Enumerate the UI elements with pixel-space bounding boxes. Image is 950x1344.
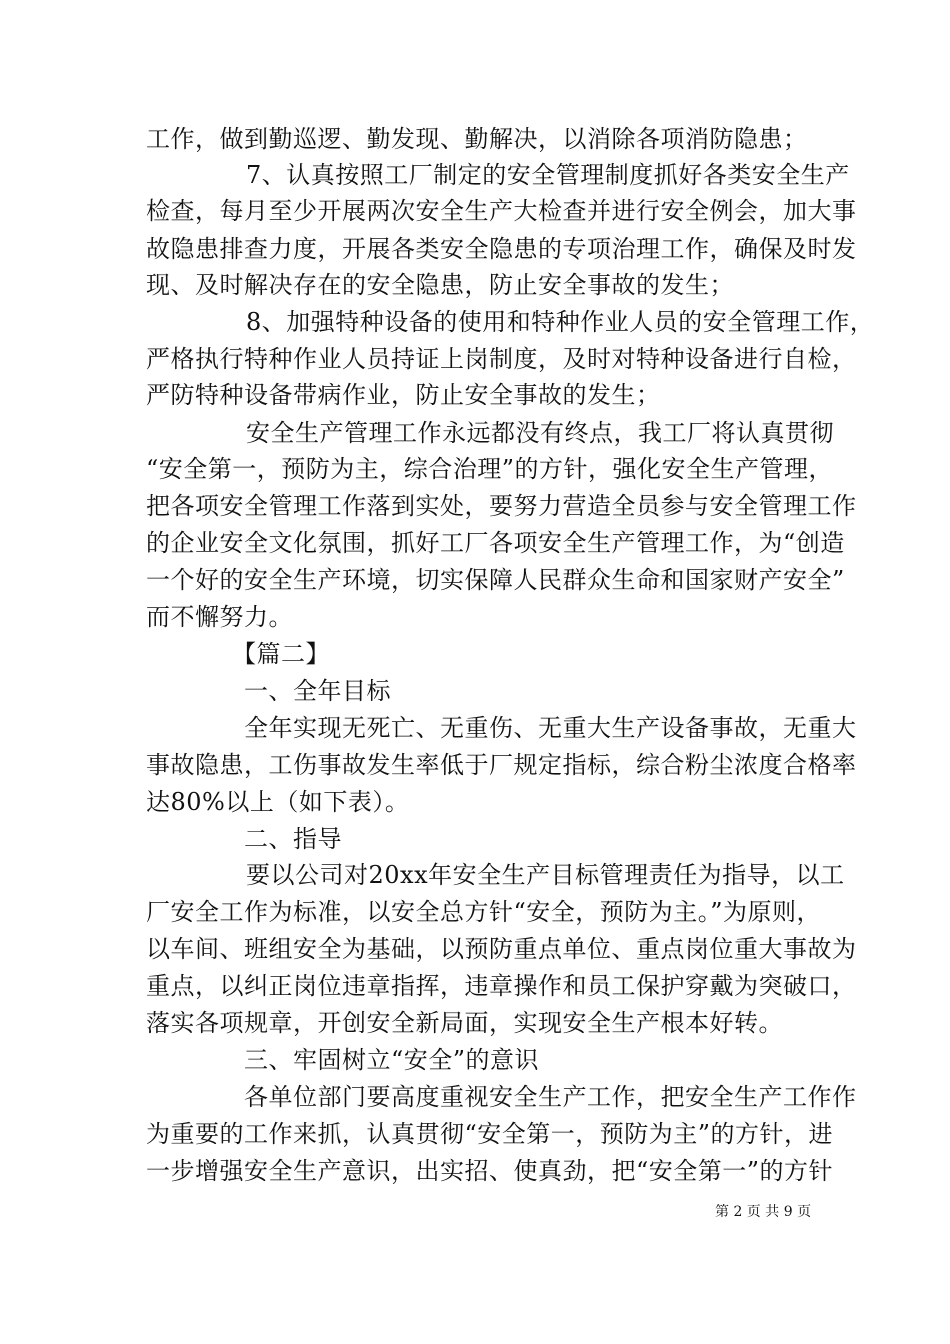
text-line: 事故隐患，工伤事故发生率低于厂规定指标，综合粉尘浓度合格率 [146, 751, 857, 779]
text-line: 8、加强特种设备的使用和特种作业人员的安全管理工作， [246, 308, 875, 336]
page-number-footer: 第 2 页 共 9 页 [715, 1204, 812, 1220]
text-line: 各单位部门要高度重视安全生产工作，把安全生产工作作 [244, 1083, 857, 1111]
text-line: 一个好的安全生产环境，切实保障人民群众生命和国家财产安全” [146, 566, 845, 594]
text-line: 的企业安全文化氛围，抓好工厂各项安全生产管理工作，为“创造 [146, 529, 845, 557]
section-heading: 【篇二】 [232, 640, 330, 668]
text-line: 全年实现无死亡、无重伤、无重大生产设备事故，无重大 [244, 714, 857, 742]
section-heading: 三、牢固树立“安全”的意识 [244, 1046, 540, 1074]
text-line: 落实各项规章，开创安全新局面，实现安全生产根本好转。 [146, 1009, 783, 1037]
text-line: 检查，每月至少开展两次安全生产大检查并进行安全例会，加大事 [146, 197, 857, 225]
text-line: 达80%以上（如下表）。 [146, 788, 410, 816]
section-heading: 一、全年目标 [244, 677, 391, 705]
text-line: 严格执行特种作业人员持证上岗制度，及时对特种设备进行自检， [146, 345, 857, 373]
text-line: 而不懈努力。 [146, 603, 293, 631]
text-line: 为重要的工作来抓，认真贯彻“安全第一，预防为主”的方针，进 [146, 1120, 834, 1148]
text-line: 一步增强安全生产意识，出实招、使真劲，把“安全第一”的方针 [146, 1157, 834, 1185]
text-line: 安全生产管理工作永远都没有终点，我工厂将认真贯彻 [246, 419, 834, 447]
text-line: 现、及时解决存在的安全隐患，防止安全事故的发生； [146, 271, 734, 299]
text-line: 重点，以纠正岗位违章指挥，违章操作和员工保护穿戴为突破口， [146, 972, 857, 1000]
text-line: “安全第一，预防为主，综合治理”的方针，强化安全生产管理， [146, 455, 834, 483]
text-line: 厂安全工作为标准，以安全总方针“安全，预防为主。”为原则， [146, 898, 822, 926]
text-line: 故隐患排查力度，开展各类安全隐患的专项治理工作，确保及时发 [146, 235, 857, 263]
text-line: 把各项安全管理工作落到实处，要努力营造全员参与安全管理工作 [146, 492, 857, 520]
text-line: 要以公司对20xx年安全生产目标管理责任为指导，以工 [246, 861, 845, 889]
text-line: 7、认真按照工厂制定的安全管理制度抓好各类安全生产 [246, 161, 850, 189]
section-heading: 二、指导 [244, 825, 342, 853]
text-line: 工作，做到勤巡逻、勤发现、勤解决，以消除各项消防隐患； [146, 125, 808, 153]
text-line: 严防特种设备带病作业，防止安全事故的发生； [146, 381, 661, 409]
text-line: 以车间、班组安全为基础，以预防重点单位、重点岗位重大事故为 [146, 935, 857, 963]
